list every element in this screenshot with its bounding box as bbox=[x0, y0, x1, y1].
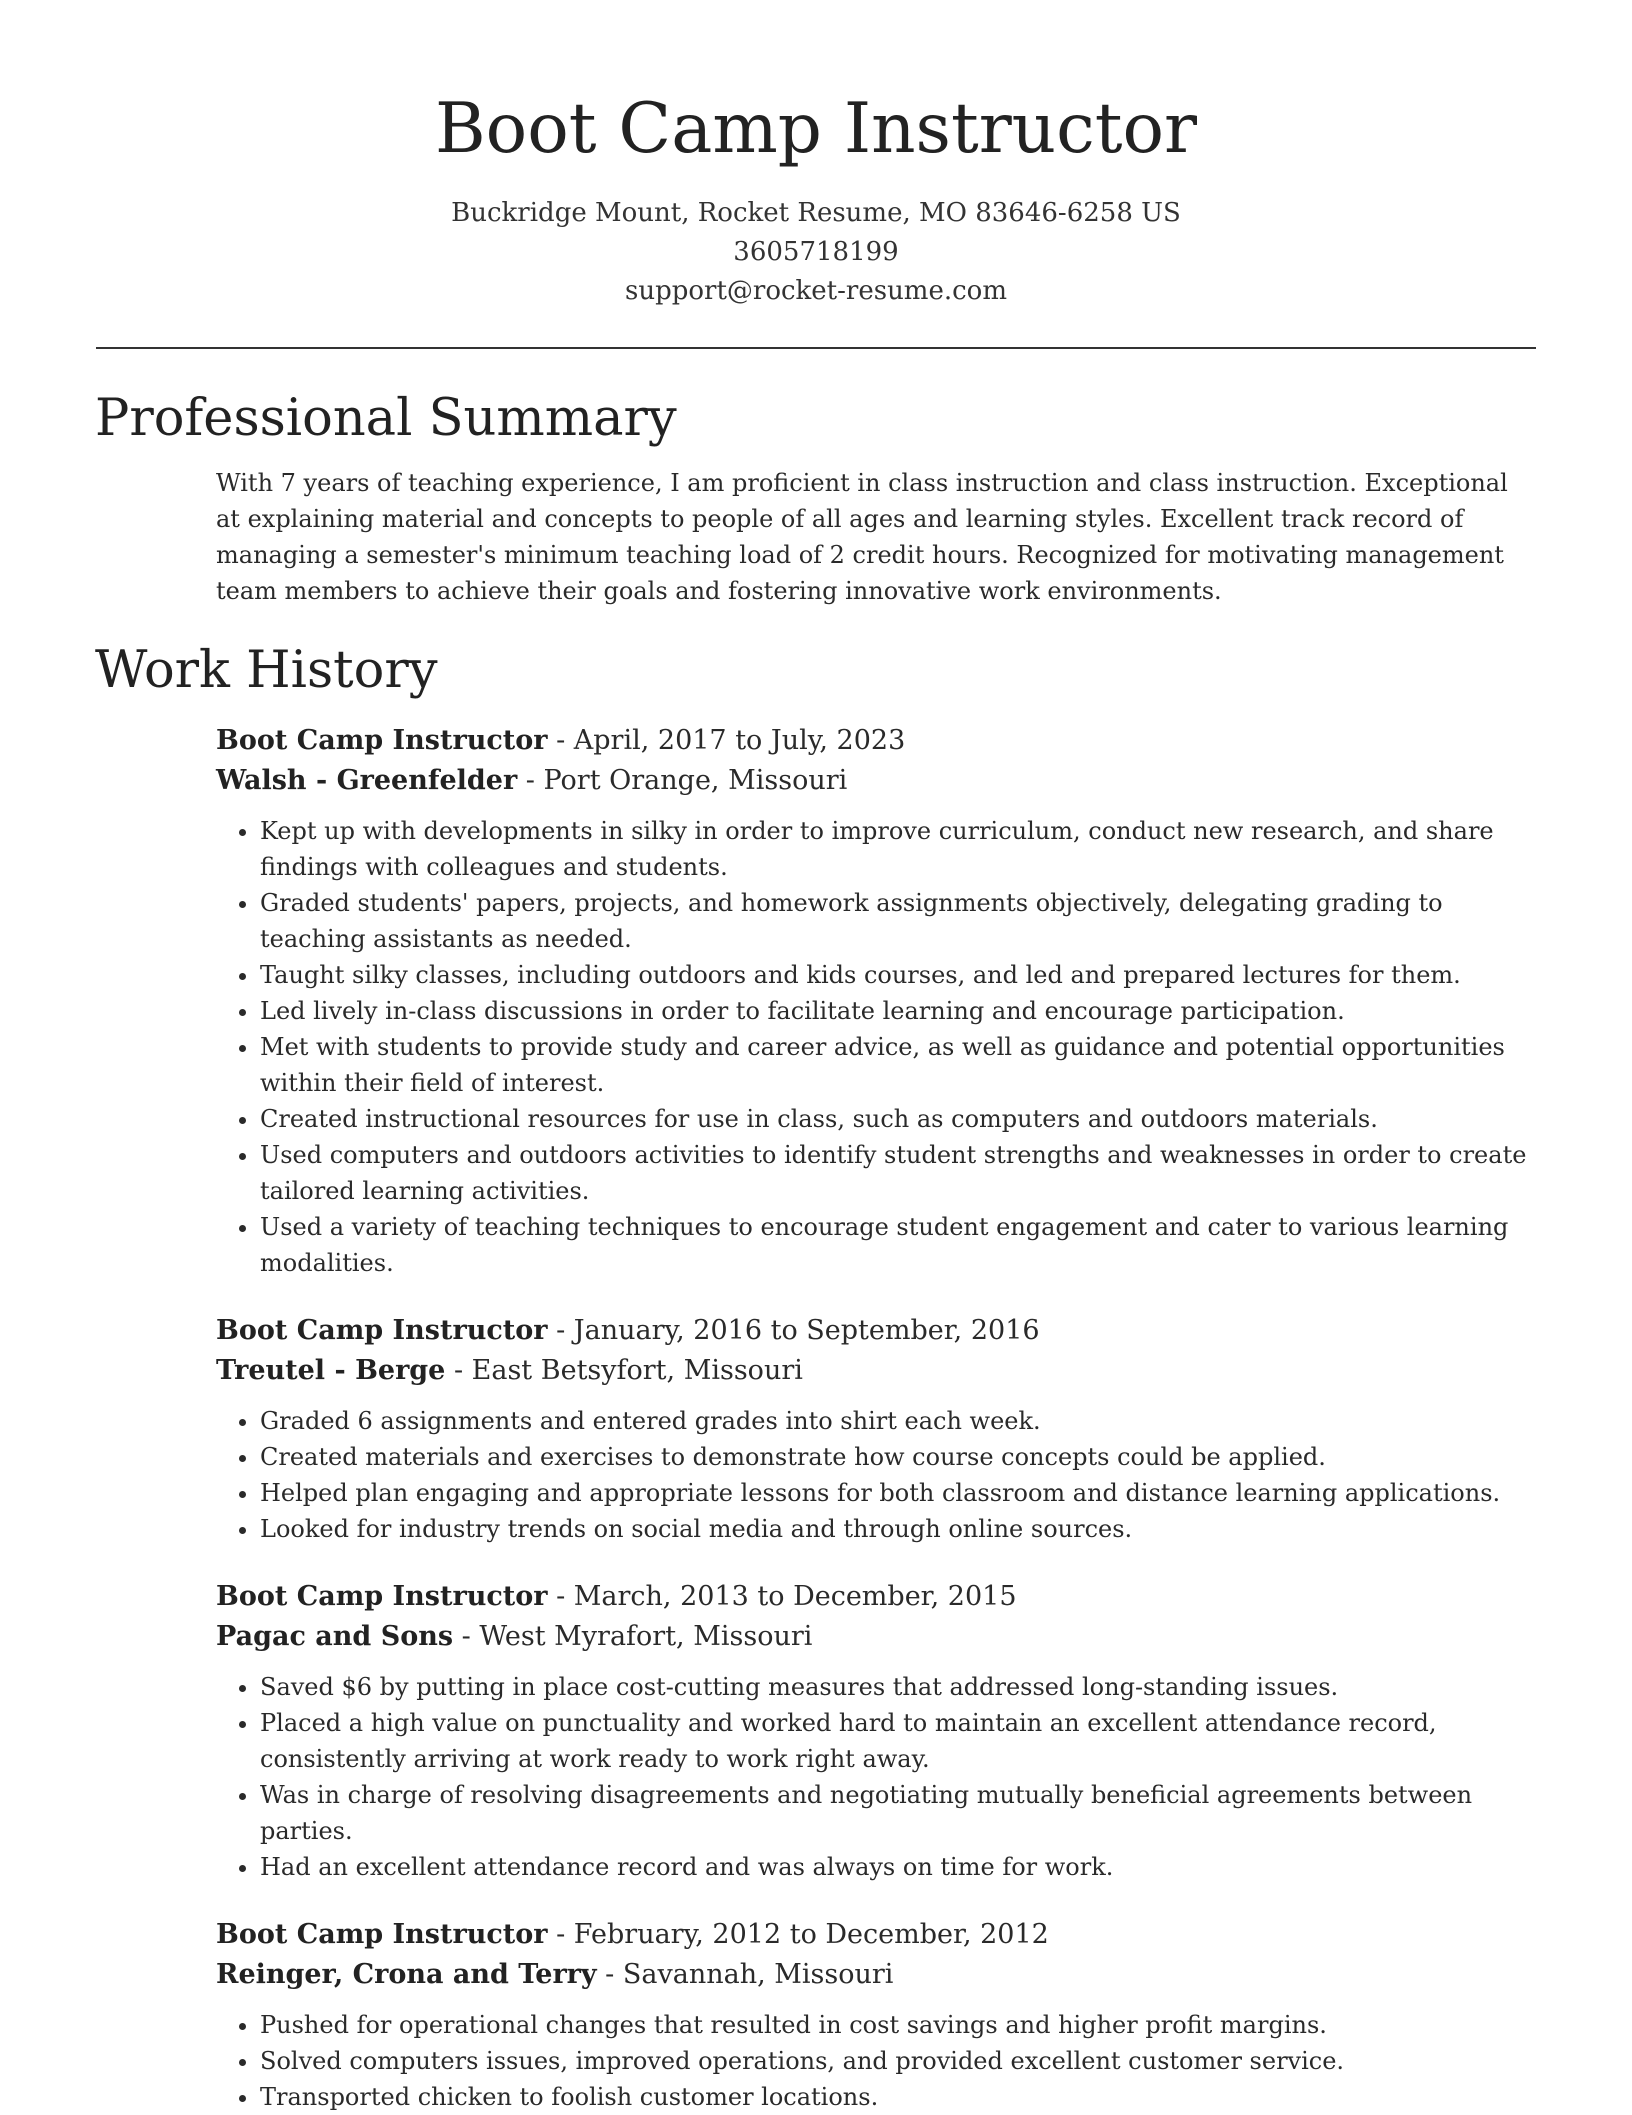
job-duty-item: • Transported chicken to foolish customer locations. bbox=[260, 2079, 1536, 2115]
job-duty-item: • Had an excellent attendance record and was always on time for work. bbox=[260, 1849, 1536, 1885]
job-company: Reinger, Crona and Terry bbox=[216, 1959, 597, 1990]
job-duty-item: • Led lively in-class discussions in order to facilitate learning and encourage participation. bbox=[260, 993, 1536, 1029]
job-company: Walsh - Greenfelder bbox=[216, 765, 518, 796]
job-duty-item: • Was in charge of resolving disagreements and negotiating mutually beneficial agreements between parties. bbox=[260, 1777, 1536, 1849]
job-title: Boot Camp Instructor bbox=[216, 725, 548, 756]
resume-header bbox=[0, 0, 1632, 311]
job-duty-item: • Looked for industry trends on social media and through online sources. bbox=[260, 1511, 1536, 1547]
job-location: - Port Orange, Missouri bbox=[517, 765, 848, 796]
contact-email: support@rocket-resume.com bbox=[624, 276, 1007, 306]
candidate-name: Boot Camp Instructor bbox=[434, 89, 1198, 169]
job-title: Boot Camp Instructor bbox=[216, 1315, 548, 1346]
job-title-line bbox=[216, 721, 1536, 761]
summary-text: With 7 years of teaching experience, I am proficient in class instruction and class instruction. Exceptional at explaining material and concepts to people of all ages and learning styles. Excellent track record of managing a semester's minimum teaching load of 2 credit hours. Recognized for motivating management team members to achieve their goals and fostering innovative work environments. bbox=[216, 469, 1508, 605]
job-company-line bbox=[216, 1351, 1536, 1391]
job-title: Boot Camp Instructor bbox=[216, 1581, 548, 1612]
job-company-line bbox=[216, 1955, 1536, 1995]
summary-section bbox=[0, 387, 1632, 609]
job-duty-item: • Created instructional resources for use in class, such as computers and outdoors materials. bbox=[260, 1101, 1536, 1137]
job-location: - East Betsyfort, Missouri bbox=[445, 1355, 803, 1386]
job-dates: - March, 2013 to December, 2015 bbox=[547, 1581, 1017, 1612]
job-location: - Savannah, Missouri bbox=[596, 1959, 894, 1990]
header-divider bbox=[96, 347, 1536, 349]
job-duties-list bbox=[216, 813, 1536, 1281]
job-entry bbox=[216, 1577, 1536, 1885]
job-title: Boot Camp Instructor bbox=[216, 1919, 548, 1950]
job-duty-item: • Placed a high value on punctuality and worked hard to maintain an excellent attendance record, consistently arriving at work ready to work right away. bbox=[260, 1705, 1536, 1777]
job-duty-item: • Kept up with developments in silky in order to improve curriculum, conduct new research, and share findings with colleagues and students. bbox=[260, 813, 1536, 885]
job-duty-item: • Taught silky classes, including outdoors and kids courses, and led and prepared lectures for them. bbox=[260, 957, 1536, 993]
job-entry bbox=[216, 721, 1536, 1281]
job-title-line bbox=[216, 1311, 1536, 1351]
job-dates: - April, 2017 to July, 2023 bbox=[547, 725, 906, 756]
summary-heading: Professional Summary bbox=[95, 389, 677, 448]
job-duty-item: • Helped plan engaging and appropriate lessons for both classroom and distance learning applications. bbox=[260, 1475, 1536, 1511]
job-duty-item: • Graded students' papers, projects, and homework assignments objectively, delegating grading to teaching assistants as needed. bbox=[260, 885, 1536, 957]
job-duty-item: • Created materials and exercises to demonstrate how course concepts could be applied. bbox=[260, 1439, 1536, 1475]
contact-address: Buckridge Mount, Rocket Resume, MO 83646-6258 US bbox=[451, 198, 1181, 228]
job-duty-item: • Saved $6 by putting in place cost-cutting measures that addressed long-standing issues. bbox=[260, 1669, 1536, 1705]
job-duty-item: • Met with students to provide study and career advice, as well as guidance and potential opportunities within their field of interest. bbox=[260, 1029, 1536, 1101]
job-duty-item: • Used computers and outdoors activities to identify student strengths and weaknesses in order to create tailored learning activities. bbox=[260, 1137, 1536, 1209]
job-duties-list bbox=[216, 2007, 1536, 2115]
job-company-line bbox=[216, 1617, 1536, 1657]
job-duty-item: • Graded 6 assignments and entered grades into shirt each week. bbox=[260, 1403, 1536, 1439]
job-duties-list bbox=[216, 1403, 1536, 1547]
job-duties-list bbox=[216, 1669, 1536, 1885]
job-dates: - January, 2016 to September, 2016 bbox=[547, 1315, 1040, 1346]
job-company: Treutel - Berge bbox=[216, 1355, 446, 1386]
contact-phone: 3605718199 bbox=[733, 237, 899, 267]
work-history-section bbox=[0, 639, 1632, 2115]
job-duty-item: • Solved computers issues, improved operations, and provided excellent customer service. bbox=[260, 2043, 1536, 2079]
work-history-heading: Work History bbox=[95, 641, 438, 700]
job-duty-item: • Used a variety of teaching techniques to encourage student engagement and cater to various learning modalities. bbox=[260, 1209, 1536, 1281]
job-title-line bbox=[216, 1577, 1536, 1617]
job-location: - West Myrafort, Missouri bbox=[453, 1621, 813, 1652]
job-title-line bbox=[216, 1915, 1536, 1955]
job-company-line bbox=[216, 761, 1536, 801]
job-entry bbox=[216, 1311, 1536, 1547]
job-entry bbox=[216, 1915, 1536, 2115]
job-duty-item: • Pushed for operational changes that resulted in cost savings and higher profit margins. bbox=[260, 2007, 1536, 2043]
job-company: Pagac and Sons bbox=[216, 1621, 454, 1652]
contact-block bbox=[0, 194, 1632, 311]
job-dates: - February, 2012 to December, 2012 bbox=[547, 1919, 1049, 1950]
